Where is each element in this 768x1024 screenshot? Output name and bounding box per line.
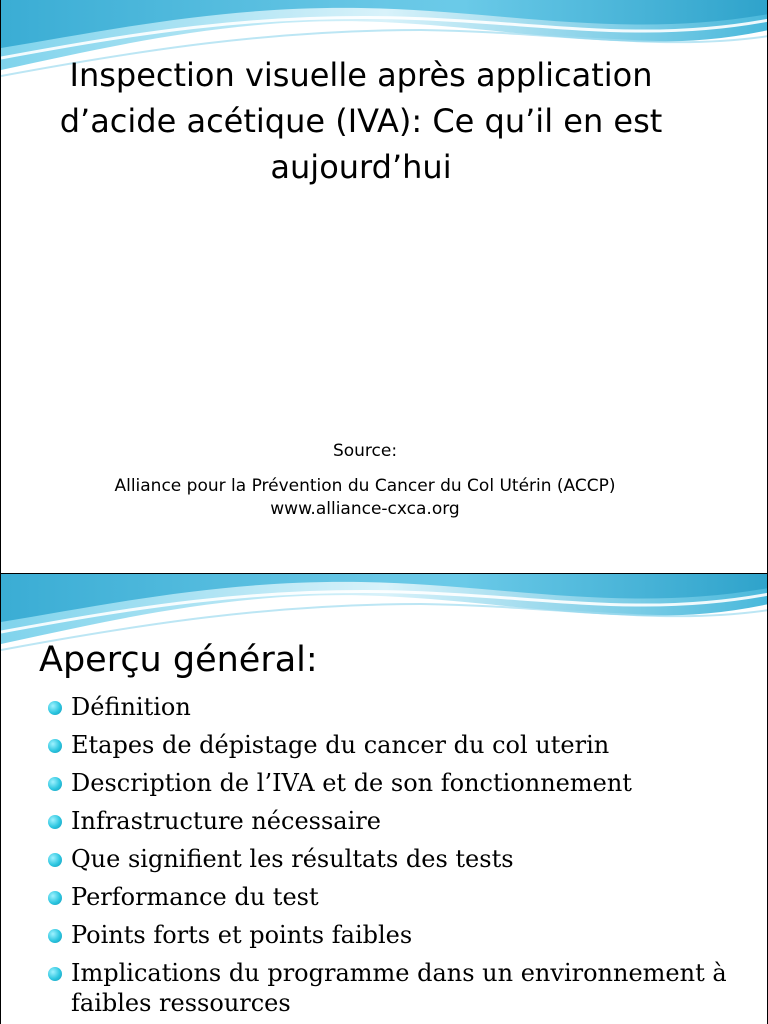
list-item: [45, 768, 760, 806]
bullet-dot-icon: [48, 853, 62, 867]
list-item: [45, 882, 760, 920]
bullet-dot-icon: [48, 891, 62, 905]
bullet-dot-icon: [48, 739, 62, 753]
list-item-text: Performance du test: [71, 883, 319, 911]
list-item-text: Points forts et points faibles: [71, 921, 413, 949]
source-label: Source:: [332, 441, 398, 461]
slide-title: Aperçu général:: [39, 640, 318, 680]
list-item-text: Définition: [71, 693, 191, 721]
title-line: Inspection visuelle après application: [69, 56, 653, 94]
bullet-dot-icon: [48, 929, 62, 943]
source-url: www.alliance-cxca.org: [270, 499, 460, 519]
bullet-dot-icon: [48, 967, 62, 981]
list-item: [45, 730, 760, 768]
list-item: [45, 844, 760, 882]
list-item-text: Que signifient les résultats des tests: [71, 845, 514, 873]
list-item-text: Description de l’IVA et de son fonctionnement: [71, 769, 632, 797]
overview-slide: [0, 574, 768, 1024]
bullet-dot-icon: [48, 777, 62, 791]
list-item: [45, 920, 760, 958]
source-organization: Alliance pour la Prévention du Cancer du Col Utérin (ACCP): [114, 476, 616, 496]
list-item-text: Infrastructure nécessaire: [71, 807, 381, 835]
slide-title: [41, 52, 681, 190]
bullet-list: [45, 692, 760, 1018]
list-item: [45, 958, 760, 1018]
list-item-text: Implications du programme dans un environnement à faibles ressources: [71, 959, 727, 1017]
title-line: d’acide acétique (IVA): Ce qu’il en est: [59, 102, 663, 140]
list-item-text: Etapes de dépistage du cancer du col uterin: [71, 731, 610, 759]
bullet-dot-icon: [48, 815, 62, 829]
title-line: aujourd’hui: [270, 148, 452, 186]
list-item: [45, 806, 760, 844]
bullet-dot-icon: [48, 701, 62, 715]
list-item: [45, 692, 760, 730]
